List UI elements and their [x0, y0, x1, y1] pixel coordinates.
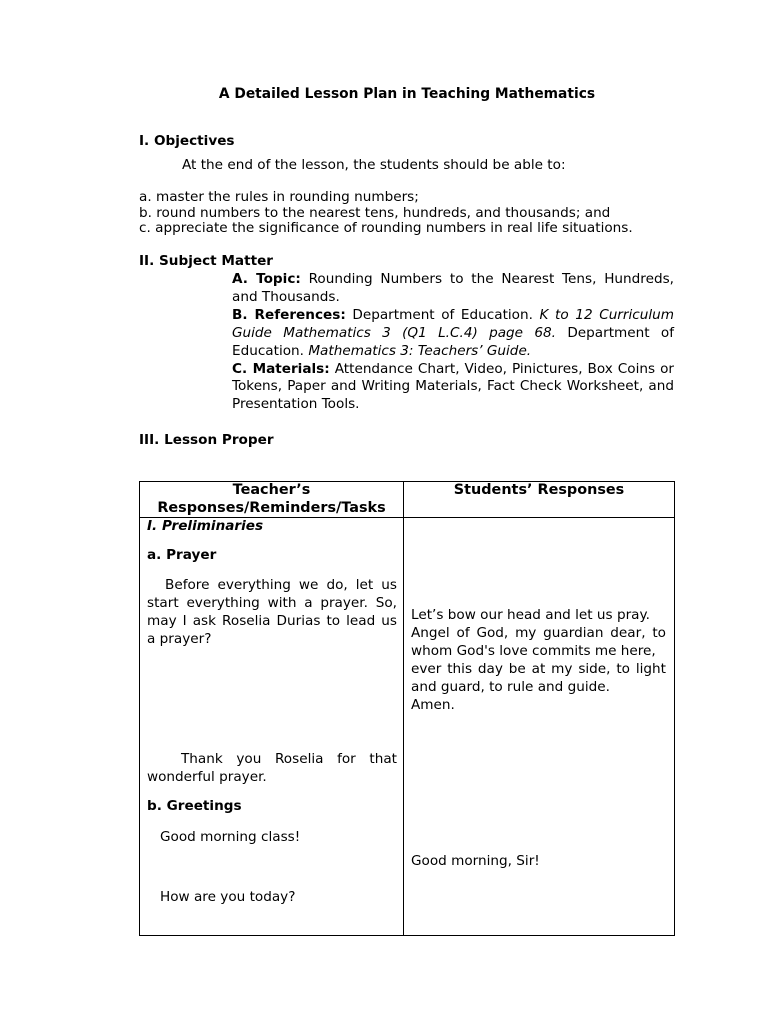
document-title: A Detailed Lesson Plan in Teaching Mathematics	[218, 86, 596, 102]
teacher-cell	[140, 518, 404, 936]
objectives-heading: I. Objectives	[139, 133, 235, 149]
student-prayer-line: Amen.	[411, 696, 455, 713]
student-greet-text: Good morning, Sir!	[411, 853, 540, 869]
references-paragraph	[232, 307, 674, 361]
materials-label: C. Materials:	[232, 360, 330, 377]
table-row	[140, 518, 675, 936]
prayer-heading: a. Prayer	[147, 547, 217, 563]
references-italic-1: K to 12 Curriculum Guide Mathematics 3 (Q1 L.C.4) page 68.	[232, 306, 674, 341]
student-prayer-line: ever this day be at my side, to light and guard, to rule and guide.	[411, 660, 666, 695]
objective-item-c: c. appreciate the significance of rounding numbers in real life situations.	[139, 220, 633, 236]
teacher-greet-text: Good morning class!	[160, 829, 301, 845]
materials-text: Attendance Chart, Video, Pinictures, Box Coins or Tokens, Paper and Writing Materials, Fact Check Worksheet, and Presentation Tools.	[232, 360, 675, 413]
greetings-heading: b. Greetings	[147, 798, 242, 814]
materials-paragraph	[232, 361, 674, 415]
objective-item-a: a. master the rules in rounding numbers;	[139, 189, 419, 205]
references-text-1: Department of Education.	[352, 306, 533, 323]
references-text-2: Department of Education.	[232, 324, 674, 359]
topic-text: Rounding Numbers to the Nearest Tens, Hundreds, and Thousands.	[232, 271, 674, 305]
teacher-how-text: How are you today?	[160, 889, 296, 905]
lesson-proper-heading: III. Lesson Proper	[139, 432, 274, 448]
teacher-thanks-text: Thank you Roselia for that wonderful prayer.	[147, 751, 397, 785]
objective-item-b: b. round numbers to the nearest tens, hundreds, and thousands; and	[139, 205, 611, 221]
subject-matter-body	[232, 271, 674, 414]
teacher-prayer-text: Before everything we do, let us start everything with a prayer. So, may I ask Roselia Durias to lead us a prayer?	[147, 577, 397, 647]
topic-label: A. Topic:	[232, 271, 301, 287]
students-column-header: Students’ Responses	[404, 482, 675, 518]
student-prayer-line: Angel of God, my guardian dear, to whom God's love commits me here,	[411, 624, 666, 659]
references-label: B. References:	[232, 306, 346, 323]
preliminaries-heading: I. Preliminaries	[147, 518, 264, 534]
objectives-intro: At the end of the lesson, the students should be able to:	[182, 157, 566, 173]
references-italic-2: Mathematics 3: Teachers’ Guide.	[308, 342, 532, 359]
student-prayer-line: Let’s bow our head and let us pray.	[411, 607, 650, 623]
student-prayer-text	[411, 607, 666, 714]
lesson-table	[139, 481, 675, 936]
table-header-row	[140, 482, 675, 518]
topic-paragraph	[232, 271, 674, 307]
students-cell	[404, 518, 675, 936]
subject-matter-heading: II. Subject Matter	[139, 253, 273, 269]
teacher-column-header: Teacher’s Responses/Reminders/Tasks	[140, 482, 404, 518]
